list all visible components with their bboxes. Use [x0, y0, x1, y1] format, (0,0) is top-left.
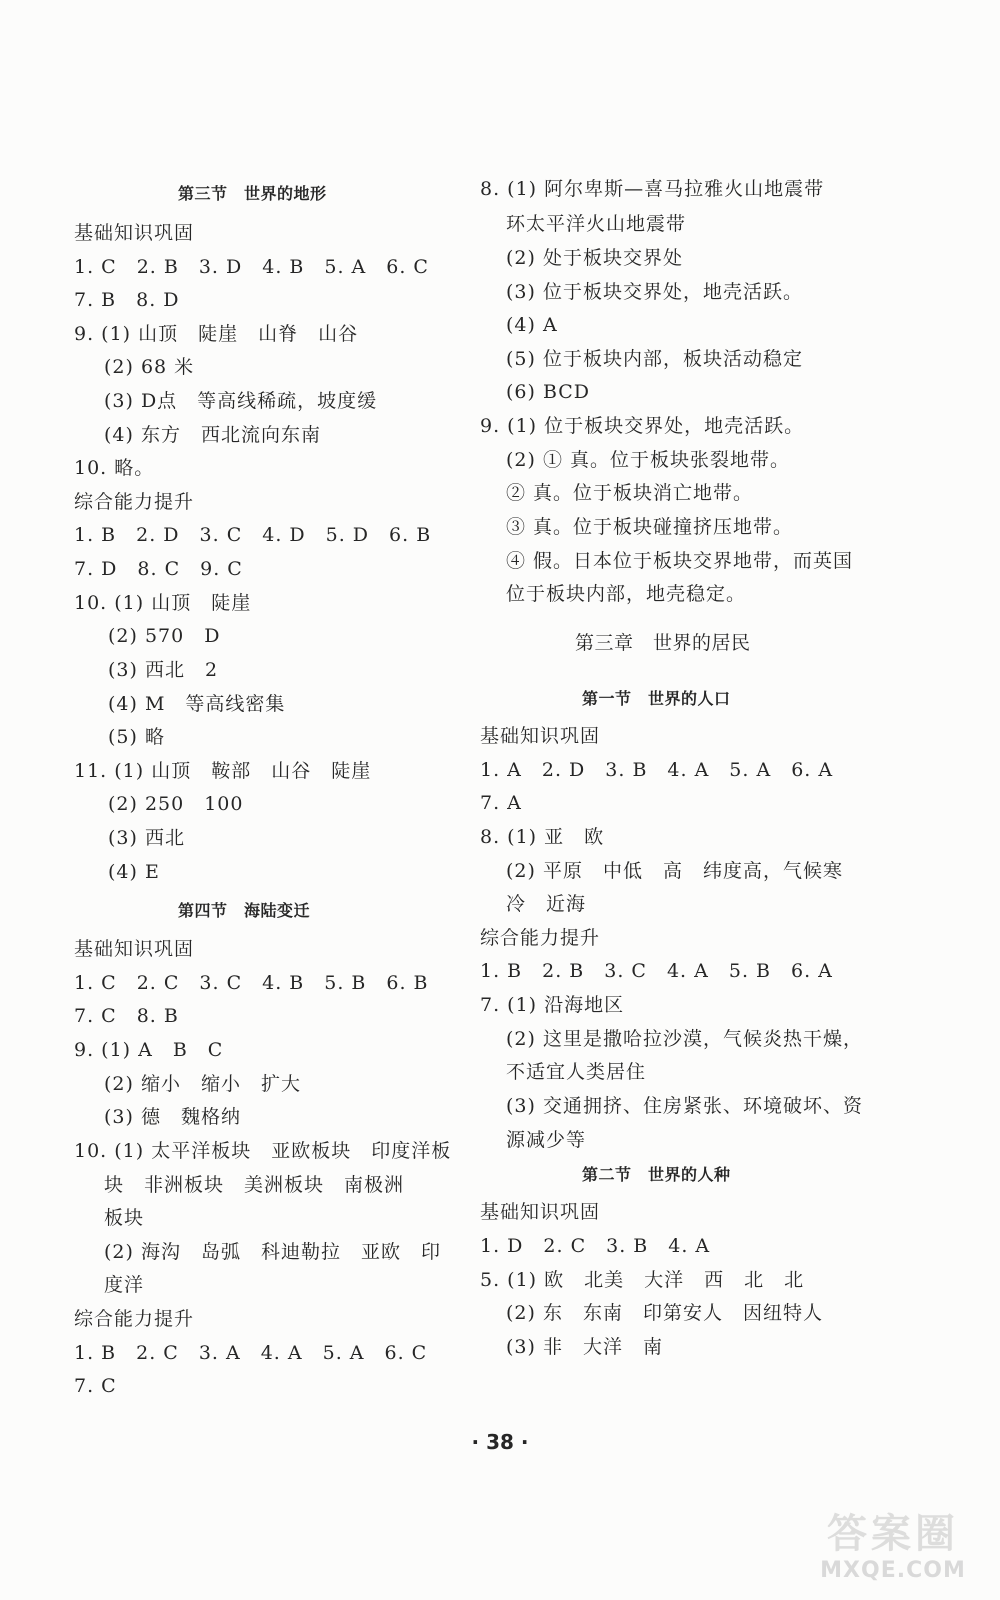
answer-line: 10. (1) 山顶 陡崖	[74, 592, 252, 614]
section-heading: 第一节 世界的人口	[582, 689, 731, 708]
answer-line: 冷 近海	[506, 893, 587, 915]
answer-line: (3) 德 魏格纳	[104, 1106, 241, 1128]
answer-line: 9. (1) A B C	[74, 1039, 224, 1061]
answer-line: 源减少等	[506, 1129, 587, 1151]
watermark-url: MXQE.COM	[820, 1558, 966, 1583]
answer-line: 不适宜人类居住	[506, 1061, 647, 1083]
answer-line: (2) 东 东南 印第安人 因纽特人	[506, 1302, 823, 1324]
answer-line: 7. B 8. D	[74, 289, 180, 311]
section-heading: 第二节 世界的人种	[582, 1165, 731, 1184]
answer-line: 板块	[104, 1207, 145, 1229]
answer-line: 1. B 2. C 3. A 4. A 5. A 6. C	[74, 1342, 428, 1364]
answer-line: 8. (1) 阿尔卑斯—喜马拉雅火山地震带	[480, 178, 825, 200]
answer-line: (2) 570 D	[108, 625, 221, 647]
answer-line: 9. (1) 山顶 陡崖 山脊 山谷	[74, 323, 359, 345]
answer-line: (2) 250 100	[108, 793, 244, 815]
answer-line: (2) 平原 中低 高 纬度高，气候寒	[506, 860, 843, 882]
answer-line: (4) 东方 西北流向东南	[104, 424, 321, 446]
answer-line: 10. (1) 太平洋板块 亚欧板块 印度洋板	[74, 1140, 452, 1162]
answer-line: (3) 西北 2	[108, 659, 219, 681]
answer-line: 位于板块内部，地壳稳定。	[506, 583, 747, 605]
watermark-text: 答案圈	[827, 1511, 959, 1557]
answer-line: 度洋	[104, 1274, 145, 1296]
answer-line: (2) 68 米	[104, 356, 195, 378]
answer-line: 7. A	[480, 792, 522, 814]
answer-line: 1. B 2. D 3. C 4. D 5. D 6. B	[74, 524, 432, 546]
chapter-heading: 第三章 世界的居民	[575, 632, 751, 654]
answer-line: 环太平洋火山地震带	[506, 213, 687, 235]
answer-line: 1. A 2. D 3. B 4. A 5. A 6. A	[480, 759, 834, 781]
watermark-logo	[808, 1502, 978, 1594]
answer-line: (2) ① 真。位于板块张裂地带。	[506, 449, 790, 471]
answer-line: (5) 位于板块内部，板块活动稳定	[506, 348, 803, 370]
answer-line: 1. C 2. C 3. C 4. B 5. B 6. B	[74, 972, 429, 994]
answer-line: (3) 西北	[108, 827, 185, 849]
answer-line: 8. (1) 亚 欧	[480, 826, 605, 848]
answer-line: (2) 处于板块交界处	[506, 247, 683, 269]
answer-line: (3) 位于板块交界处，地壳活跃。	[506, 281, 803, 303]
answer-line: (5) 略	[108, 726, 165, 748]
subsection-label: 基础知识巩固	[74, 938, 195, 960]
answer-line: (3) 交通拥挤、住房紧张、环境破坏、资	[506, 1095, 863, 1117]
answer-line: 1. D 2. C 3. B 4. A	[480, 1235, 711, 1257]
subsection-label: 基础知识巩固	[74, 222, 195, 244]
answer-line: 块 非洲板块 美洲板块 南极洲	[104, 1174, 405, 1196]
answer-line: 7. D 8. C 9. C	[74, 558, 243, 580]
section-heading: 第四节 海陆变迁	[178, 901, 311, 920]
answer-line: ④ 假。日本位于板块交界地带，而英国	[506, 550, 854, 572]
subsection-label: 综合能力提升	[74, 491, 195, 513]
answer-line: 5. (1) 欧 北美 大洋 西 北 北	[480, 1269, 805, 1291]
answer-line: ③ 真。位于板块碰撞挤压地带。	[506, 516, 794, 538]
subsection-label: 基础知识巩固	[480, 725, 601, 747]
answer-line: (4) E	[108, 861, 160, 883]
answer-line: 1. C 2. B 3. D 4. B 5. A 6. C	[74, 256, 429, 278]
answer-line: 9. (1) 位于板块交界处，地壳活跃。	[480, 415, 805, 437]
answer-line: 1. B 2. B 3. C 4. A 5. B 6. A	[480, 960, 833, 982]
answer-line: (3) D点 等高线稀疏，坡度缓	[104, 390, 378, 412]
answer-line: (6) BCD	[506, 381, 591, 403]
answer-line: (4) M 等高线密集	[108, 693, 286, 715]
answer-line: (2) 这里是撒哈拉沙漠，气候炎热干燥，	[506, 1028, 863, 1050]
section-heading: 第三节 世界的地形	[178, 184, 327, 203]
answer-line: (2) 缩小 缩小 扩大	[104, 1073, 301, 1095]
answer-line: 7. C 8. B	[74, 1005, 179, 1027]
answer-line: (3) 非 大洋 南	[506, 1336, 663, 1358]
subsection-label: 综合能力提升	[74, 1308, 195, 1330]
page-number: · 38 ·	[471, 1430, 529, 1454]
answer-line: (4) A	[506, 314, 558, 336]
answer-line: 7. (1) 沿海地区	[480, 994, 625, 1016]
answer-line: (2) 海沟 岛弧 科迪勒拉 亚欧 印	[104, 1241, 441, 1263]
answer-line: 7. C	[74, 1375, 117, 1397]
answer-line: ② 真。位于板块消亡地带。	[506, 482, 754, 504]
subsection-label: 综合能力提升	[480, 927, 601, 949]
answer-line: 10. 略。	[74, 457, 155, 479]
answer-line: 11. (1) 山顶 鞍部 山谷 陡崖	[74, 760, 372, 782]
subsection-label: 基础知识巩固	[480, 1201, 601, 1223]
